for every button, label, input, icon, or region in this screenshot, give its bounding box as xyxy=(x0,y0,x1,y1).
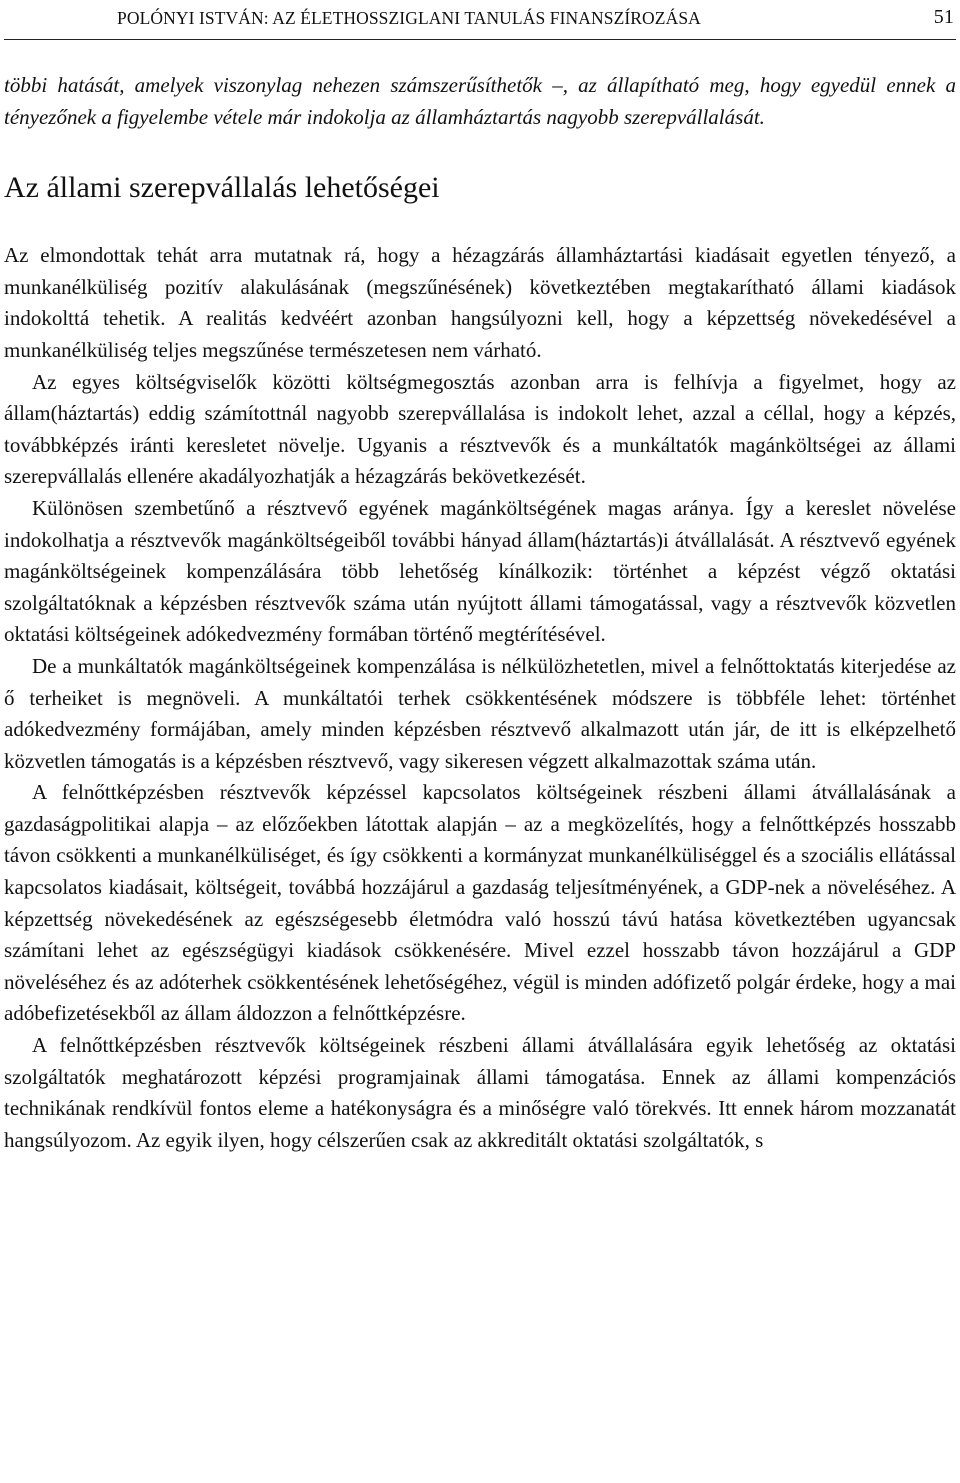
section-heading: Az állami szerepvállalás lehetőségei xyxy=(4,171,440,205)
paragraph: Különösen szembetűnő a résztvevő egyének magánköltségének magas aránya. Így a kereslet növelése indokolhatja a résztvevők magánköltségeiből további hányad állam(háztartás)i átvállalását. A résztvevő egyének magánköltségeinek kompenzálására több lehetőség kínálkozik: történhet a képzést végző oktatási szolgáltatóknak a képzésben résztvevők száma után nyújtott állami támogatással, vagy a résztvevők közvetlen oktatási költségeinek adókedvezmény formában történő megtérítésével. xyxy=(4,495,956,647)
paragraph: A felnőttképzésben résztvevők képzéssel kapcsolatos költségeinek részbeni állami átvállalásának a gazdaságpolitikai alapja – az előzőekben látottak alapján – az a megközelítés, hogy a felnőttképzés hosszabb távon csökkenti a munkanélküliséget, és így csökkenti a kormányzat munkanélküliséggel és a szociális ellátással kapcsolatos kiadásait, költségeit, továbbá hozzájárul a gazdaság teljesítményének, a GDP-nek a növeléséhez. A képzettség növekedésének az egészségesebb életmódra való hosszú távú hatása következtében ugyancsak számítani lehet az egészségügyi kiadások csökkenésére. Mivel ezzel hosszabb távon hozzájárul a GDP növeléséhez és az adóterhek csökkentésének lehetőségéhez, végül is minden adófizető polgár érdeke, hogy a mai adóbefizetésekből az állam áldozzon a felnőttképzésre. xyxy=(4,780,956,1026)
paragraph: De a munkáltatók magánköltségeinek kompenzálása is nélkülözhetetlen, mivel a felnőttoktatás kiterjedése az ő terheiket is megnöveli. A munkáltatói terhek csökkentésének módszere is többféle lehet: történhet adókedvezmény formájában, amely minden képzésben résztvevő alkalmazott után jár, de itt is elképzelhető közvetlen támogatás is a képzésben résztvevő, vagy sikeresen végzett alkalmazottak száma után. xyxy=(4,653,956,773)
paragraph: Az egyes költségviselők közötti költségmegosztás azonban arra is felhívja a figyelmet, hogy az állam(háztartás) eddig számítottnál nagyobb szerepvállalása is indokolt lehet, azzal a céllal, hogy a képzés, továbbképzés iránti keresletet növelje. Ugyanis a résztvevők és a munkáltatók magánköltségei az állami szerepvállalás ellenére akadályozhatják a hézagzárás bekövetkezését. xyxy=(4,369,956,489)
paragraph: A felnőttképzésben résztvevők költségeinek részbeni állami átvállalására egyik lehetőség az oktatási szolgáltatók meghatározott képzési programjainak állami támogatása. Ennek az állami kompenzációs technikának rendkívül fontos eleme a hatékonyságra és a minőségre való törekvés. Itt ennek három mozzanatát hangsúlyozom. Az egyik ilyen, hogy célszerűen csak az akkreditált oktatási szolgáltatók, s xyxy=(4,1033,956,1152)
page-number: 51 xyxy=(933,6,954,28)
running-title: POLÓNYI ISTVÁN: AZ ÉLETHOSSZIGLANI TANULÁS FINANSZÍROZÁSA xyxy=(117,8,701,28)
body-text xyxy=(4,70,956,1156)
header-divider xyxy=(4,39,956,40)
paragraph: Az elmondottak tehát arra mutatnak rá, hogy a hézagzárás államháztartási kiadásait egyetlen tényező, a munkanélküliség pozitív alakulásának (megszűnésének) következtében megtakarítható állami kiadások indokolttá tehetik. A realitás kedvéért azonban hangsúlyozni kell, hogy a képzettség növekedésével a munkanélküliség teljes megszűnése természetesen nem várható. xyxy=(4,243,956,362)
running-header xyxy=(117,6,954,30)
intro-paragraph: többi hatását, amelyek viszonylag nehezen számszerűsíthetők –, az állapítható meg, hogy egyedül ennek a tényezőnek a figyelembe vétele már indokolja az államháztartás nagyobb szerepvállalását. xyxy=(4,73,956,129)
